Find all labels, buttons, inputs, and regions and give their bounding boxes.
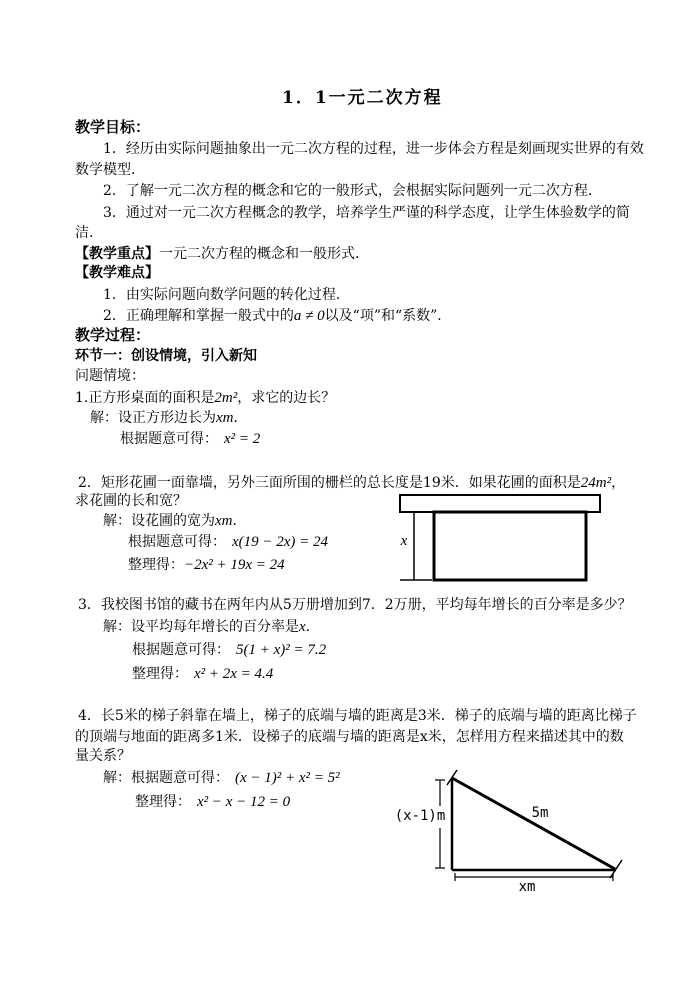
question-text: 1.正方形桌面的面积是 (75, 390, 215, 406)
problem3-equation (132, 640, 326, 660)
difficulty-item-text: 以及“项”和“系数”． (324, 308, 452, 324)
problem3-question: 3．我校图书馆的藏书在两年内从5万册增加到7．2万册，平均每年增长的百分率是多少？ (78, 597, 632, 613)
difficulty-label: 【教学难点】 (75, 265, 159, 281)
stage-heading: 环节一：创设情境，引入新知 (75, 348, 257, 364)
math-expression: 24m² (580, 475, 612, 491)
context-label: 问题情境： (75, 368, 145, 384)
difficulty-item-text: 2．正确理解和掌握一般式中的 (103, 308, 294, 324)
objectives-heading: 教学目标： (75, 118, 151, 136)
math-expression: xm (216, 410, 234, 426)
math-expression: a ≠ 0 (293, 308, 325, 324)
equation-label: 解：根据题意可得： (103, 770, 229, 786)
problem2-equation (128, 532, 328, 552)
problem1-question (75, 388, 335, 408)
key-point-text: 一元二次方程的概念和一般形式． (159, 246, 369, 262)
solution-text: ． (305, 619, 320, 635)
equation-label: 整理得： (132, 666, 188, 682)
ladder-diagram (388, 766, 628, 894)
problem3-solution (103, 617, 320, 637)
garden-rectangle (434, 512, 586, 580)
garden-diagram (392, 488, 608, 586)
objective-line: 数学模型． (75, 162, 145, 178)
objective-line: 3．通过对一元二次方程概念的教学，培养学生严谨的科学态度，让学生体验数学的简 (103, 205, 630, 221)
equation-label: 整理得： (128, 557, 184, 573)
question-text: ，求它的边长？ (237, 390, 336, 406)
solution-text: ． (233, 410, 248, 426)
equation-label: 根据题意可得： (120, 431, 218, 447)
ladder-line (452, 778, 615, 869)
problem2-simplified (128, 555, 285, 575)
solution-text: 解：设平均每年增长的百分率是 (103, 619, 299, 635)
problem4-question: 4．长5米的梯子斜靠在墙上，梯子的底端与墙的距离是3米．梯子的底端与墙的距离比梯子 (78, 708, 637, 724)
problem2-question: 求花圃的长和宽？ (75, 493, 187, 509)
problem4-simplified (135, 792, 290, 812)
problem1-solution (90, 408, 248, 428)
math-expression: (x − 1)² + x² = 5² (235, 770, 340, 786)
solution-text: ． (232, 513, 247, 529)
math-expression: x² = 2 (224, 431, 261, 447)
problem3-simplified (132, 664, 273, 684)
problem4-equation (103, 768, 340, 788)
problem4-question: 的顶端与地面的距离多1米．设梯子的底端与墙的距离是x米，怎样用方程来描述其中的数 (75, 729, 624, 745)
math-expression: x² + 2x = 4.4 (194, 666, 274, 682)
difficulty-item: 1．由实际问题向数学问题的转化过程． (103, 287, 350, 303)
key-point-line (75, 244, 369, 264)
equation-label: 根据题意可得： (132, 642, 230, 658)
wall-bar (400, 495, 600, 512)
problem1-equation (120, 429, 260, 449)
question-text: ， (611, 475, 626, 491)
problem2-solution (103, 511, 247, 531)
math-expression: x(19 − 2x) = 24 (232, 534, 329, 550)
ladder-length-label: 5m (531, 805, 549, 821)
height-label: (x-1)m (394, 808, 446, 824)
question-text: 2．矩形花圃一面靠墙，另外三面所围的栅栏的总长度是19米．如果花圃的面积是 (78, 475, 581, 491)
difficulty-item (103, 306, 451, 326)
solution-text: 解：设正方形边长为 (90, 410, 216, 426)
problem4-question: 量关系？ (75, 748, 131, 764)
objective-line: 1．经历由实际问题抽象出一元二次方程的过程，进一步体会方程是刻画现实世界的有效 (103, 141, 644, 157)
math-expression: 5(1 + x)² = 7.2 (236, 642, 327, 658)
process-heading: 教学过程： (75, 326, 151, 344)
solution-text: 解：设花圃的宽为 (103, 513, 215, 529)
objective-line: 洁． (75, 225, 103, 241)
page-title: 1．1一元二次方程 (282, 88, 443, 108)
math-expression: xm (215, 513, 233, 529)
objective-line: 2．了解一元二次方程的概念和它的一般形式，会根据实际问题列一元二次方程． (103, 183, 602, 199)
key-point-label: 【教学重点】 (75, 246, 159, 262)
math-expression: 2m² (214, 390, 238, 406)
base-label: xm (518, 879, 536, 895)
equation-label: 整理得： (135, 794, 191, 810)
math-expression: −2x² + 19x = 24 (184, 557, 285, 573)
width-label: x (400, 533, 408, 549)
equation-label: 根据题意可得： (128, 534, 226, 550)
math-expression: x² − x − 12 = 0 (197, 794, 291, 810)
math-expression: x (299, 619, 306, 635)
